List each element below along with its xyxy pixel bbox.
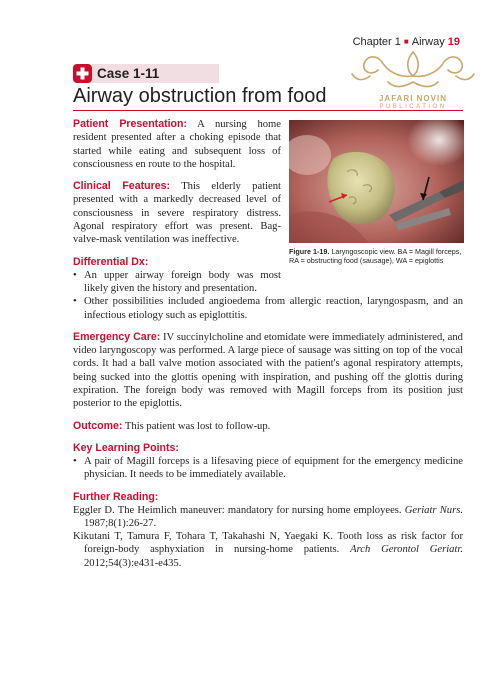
emergency-care (73, 331, 463, 411)
reference-journal: Arch Gerontol Geriatr. (350, 544, 463, 556)
section-label: Airway (411, 36, 445, 48)
outcome-heading: Outcome: (73, 419, 123, 432)
watermark-tagline: PUBLICATION (379, 104, 447, 110)
title-divider (73, 110, 463, 111)
medical-cross-icon (73, 64, 92, 83)
further-reading-heading: Further Reading: (73, 490, 159, 503)
clinical-features-text: This elderly patient presented with a markedly decreased level of consciousness in severe respiratory distress. Agonal respiratory effort was present. Bag-valve-mask ventilation was ineffective. (73, 181, 281, 246)
reference-citation: 1987;8(1):26-27. (84, 517, 157, 529)
reference-citation: 2012;54(3):e431-e435. (84, 557, 182, 569)
figure-caption-text: Laryngoscopic view. BA = Magill forceps, RA = obstructing food (sausage), WA = epiglottis (289, 247, 462, 266)
differential-heading: Differential Dx: (73, 255, 149, 268)
square-bullet-icon: ■ (403, 37, 409, 46)
outcome (73, 420, 463, 433)
watermark-name: JAFARI NOVIN (378, 94, 447, 103)
chapter-label: Chapter 1 (352, 36, 401, 48)
outcome-text: This patient was lost to follow-up. (124, 420, 271, 432)
figure-label: Figure 1-19. (289, 247, 330, 256)
differential-list (73, 269, 463, 322)
case-badge (73, 64, 219, 83)
patient-presentation-heading: Patient Presentation: (73, 118, 188, 130)
reference-text: Eggler D. The Heimlich maneuver: mandatory for nursing home employees. (73, 504, 405, 516)
case-title: Airway obstruction from food (73, 85, 327, 107)
key-points-list (73, 455, 463, 482)
publisher-watermark (338, 46, 488, 126)
list-item: • A pair of Magill forceps is a lifesaving piece of equipment for the emergency medicine physician. It needs to be immediately available. (73, 455, 463, 482)
case-label: Case 1-11 (92, 64, 219, 83)
patient-presentation (73, 118, 281, 171)
patient-presentation-text: A nursing home resident presented after a choking episode that started while eating and subsequent loss of consciousness en route to the hospital. (73, 119, 281, 170)
page-number: 19 (447, 36, 460, 48)
emergency-care-heading: Emergency Care: (73, 330, 161, 343)
case-content (73, 118, 463, 570)
list-item: • Other possibilities included angioedema from allergic reaction, laryngospasm, and an infectious etiology such as epiglottitis. (73, 295, 463, 322)
clinical-features (73, 180, 281, 246)
ornament-logo-icon (348, 46, 478, 96)
clinical-features-heading: Clinical Features: (73, 180, 171, 193)
list-item: • An upper airway foreign body was most likely given the history and presentation. (73, 269, 281, 296)
key-points-heading: Key Learning Points: (73, 441, 179, 454)
reference-item (73, 530, 463, 570)
emergency-care-text: IV succinylcholine and etomidate were immediately administered, and video laryngoscopy was performed. A large piece of sausage was sitting on top of the vocal cords. It had a ball valve motion associated with the patient's agonal respiratory attempts, being sucked into the glottis opening with inspiration, and pushing off the glottis during expiration. The foreign body was removed with Magill forceps from its position just posterior to the epiglottis. (73, 331, 463, 410)
reference-item (73, 504, 463, 531)
reference-journal: Geriatr Nurs. (404, 504, 463, 516)
reference-text: Kikutani T, Tamura F, Tohara T, Takahashi N, Yaegaki K. Tooth loss as risk factor for foreign-body asphyxiation in nursing-home patients. (73, 531, 463, 556)
